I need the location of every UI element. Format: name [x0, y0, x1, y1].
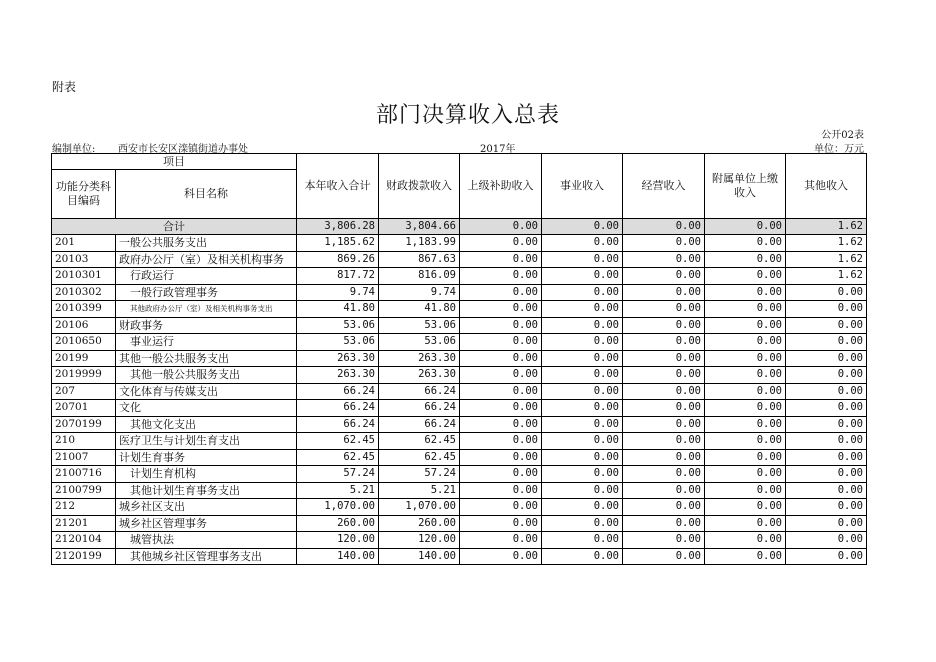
row-value: 0.00 [786, 548, 867, 565]
row-value: 0.00 [460, 482, 542, 499]
row-value: 66.24 [297, 400, 379, 417]
row-code: 207 [52, 383, 116, 400]
header-col-superior-subsidy: 上级补助收入 [460, 154, 542, 219]
row-value: 0.00 [542, 268, 623, 285]
total-cell: 3,806.28 [297, 219, 379, 235]
row-value: 0.00 [786, 350, 867, 367]
row-code: 20103 [52, 251, 116, 268]
row-value: 0.00 [460, 367, 542, 384]
row-value: 0.00 [786, 334, 867, 351]
row-value: 260.00 [297, 515, 379, 532]
row-value: 0.00 [623, 317, 705, 334]
row-value: 0.00 [542, 301, 623, 318]
total-label: 合计 [52, 219, 297, 235]
row-code: 20106 [52, 317, 116, 334]
row-value: 5.21 [379, 482, 460, 499]
income-summary-table [51, 153, 867, 565]
row-code: 212 [52, 499, 116, 516]
row-value: 9.74 [379, 284, 460, 301]
row-value: 66.24 [379, 400, 460, 417]
row-value: 0.00 [623, 235, 705, 252]
header-code: 功能分类科目编码 [52, 170, 116, 219]
row-value: 53.06 [297, 317, 379, 334]
row-value: 0.00 [705, 499, 786, 516]
row-value: 0.00 [542, 433, 623, 450]
reporting-unit-label: 编制单位: [52, 144, 96, 155]
row-value: 66.24 [297, 383, 379, 400]
row-value: 0.00 [460, 416, 542, 433]
row-value: 0.00 [542, 235, 623, 252]
row-value: 66.24 [379, 416, 460, 433]
row-name: 城管执法 [116, 532, 297, 549]
row-value: 0.00 [705, 466, 786, 483]
row-value: 57.24 [297, 466, 379, 483]
row-code: 21201 [52, 515, 116, 532]
row-value: 0.00 [786, 532, 867, 549]
row-value: 53.06 [379, 334, 460, 351]
row-value: 66.24 [297, 416, 379, 433]
total-cell: 3,804.66 [379, 219, 460, 235]
row-value: 816.09 [379, 268, 460, 285]
row-value: 0.00 [623, 515, 705, 532]
header-col-other-income: 其他收入 [786, 154, 867, 219]
row-value: 263.30 [379, 367, 460, 384]
row-value: 0.00 [786, 284, 867, 301]
row-value: 0.00 [705, 482, 786, 499]
row-value: 140.00 [297, 548, 379, 565]
row-name: 政府办公厅（室）及相关机构事务 [116, 251, 297, 268]
row-value: 0.00 [705, 532, 786, 549]
row-value: 0.00 [623, 548, 705, 565]
row-value: 867.63 [379, 251, 460, 268]
row-value: 0.00 [705, 251, 786, 268]
header-name: 科目名称 [116, 170, 297, 219]
row-name: 城乡社区管理事务 [116, 515, 297, 532]
row-value: 0.00 [542, 515, 623, 532]
row-code: 2019999 [52, 367, 116, 384]
row-value: 120.00 [379, 532, 460, 549]
table-row [52, 317, 867, 334]
row-name: 其他计划生育事务支出 [116, 482, 297, 499]
row-value: 0.00 [705, 350, 786, 367]
row-value: 263.30 [379, 350, 460, 367]
row-name: 计划生育事务 [116, 449, 297, 466]
table-row [52, 251, 867, 268]
header-col-total-income: 本年收入合计 [297, 154, 379, 219]
row-value: 1,185.62 [297, 235, 379, 252]
row-value: 0.00 [786, 317, 867, 334]
row-value: 62.45 [379, 449, 460, 466]
row-name: 其他城乡社区管理事务支出 [116, 548, 297, 565]
row-value: 5.21 [297, 482, 379, 499]
table-row [52, 433, 867, 450]
row-value: 62.45 [379, 433, 460, 450]
total-row [52, 219, 867, 235]
total-cell: 0.00 [623, 219, 705, 235]
row-name: 财政事务 [116, 317, 297, 334]
row-value: 0.00 [705, 515, 786, 532]
row-value: 0.00 [460, 383, 542, 400]
row-value: 0.00 [542, 449, 623, 466]
row-value: 0.00 [623, 416, 705, 433]
row-value: 0.00 [460, 268, 542, 285]
row-value: 0.00 [542, 548, 623, 565]
row-code: 2120104 [52, 532, 116, 549]
row-value: 0.00 [786, 515, 867, 532]
row-value: 0.00 [460, 499, 542, 516]
row-value: 0.00 [542, 284, 623, 301]
row-code: 2010399 [52, 301, 116, 318]
row-value: 62.45 [297, 449, 379, 466]
row-value: 0.00 [786, 416, 867, 433]
row-value: 53.06 [297, 334, 379, 351]
row-name: 事业运行 [116, 334, 297, 351]
row-value: 0.00 [623, 367, 705, 384]
row-name: 一般公共服务支出 [116, 235, 297, 252]
row-value: 0.00 [542, 416, 623, 433]
row-value: 0.00 [623, 532, 705, 549]
table-row [52, 548, 867, 565]
table-row [52, 466, 867, 483]
row-code: 2010301 [52, 268, 116, 285]
row-value: 41.80 [379, 301, 460, 318]
row-code: 2120199 [52, 548, 116, 565]
table-row [52, 301, 867, 318]
row-value: 0.00 [460, 449, 542, 466]
row-name: 其他一般公共服务支出 [116, 367, 297, 384]
row-value: 0.00 [705, 235, 786, 252]
row-value: 0.00 [542, 367, 623, 384]
row-value: 1.62 [786, 251, 867, 268]
row-code: 201 [52, 235, 116, 252]
row-name: 文化体育与传媒支出 [116, 383, 297, 400]
total-cell: 0.00 [705, 219, 786, 235]
row-value: 0.00 [542, 334, 623, 351]
row-value: 0.00 [623, 268, 705, 285]
row-code: 20701 [52, 400, 116, 417]
row-value: 0.00 [460, 515, 542, 532]
total-cell: 0.00 [460, 219, 542, 235]
row-value: 0.00 [623, 334, 705, 351]
row-value: 57.24 [379, 466, 460, 483]
row-code: 20199 [52, 350, 116, 367]
row-value: 0.00 [786, 301, 867, 318]
row-value: 0.00 [623, 301, 705, 318]
row-value: 817.72 [297, 268, 379, 285]
row-value: 0.00 [460, 400, 542, 417]
row-value: 0.00 [542, 466, 623, 483]
row-name: 一般行政管理事务 [116, 284, 297, 301]
row-value: 0.00 [460, 301, 542, 318]
header-col-operating-income: 经营收入 [623, 154, 705, 219]
row-name: 行政运行 [116, 268, 297, 285]
row-code: 21007 [52, 449, 116, 466]
header-col-business-income: 事业收入 [542, 154, 623, 219]
row-value: 0.00 [705, 449, 786, 466]
row-value: 120.00 [297, 532, 379, 549]
row-value: 263.30 [297, 350, 379, 367]
row-value: 0.00 [705, 383, 786, 400]
row-value: 869.26 [297, 251, 379, 268]
row-value: 0.00 [542, 482, 623, 499]
row-value: 0.00 [542, 400, 623, 417]
header-item-group: 项目 [52, 154, 297, 170]
row-code: 2010302 [52, 284, 116, 301]
row-value: 0.00 [542, 383, 623, 400]
row-value: 62.45 [297, 433, 379, 450]
header-col-affiliated-remittance: 附属单位上缴收入 [705, 154, 786, 219]
row-code: 2100716 [52, 466, 116, 483]
reporting-unit-name: 西安市长安区滦镇街道办事处 [118, 144, 248, 155]
row-value: 0.00 [705, 334, 786, 351]
table-row [52, 400, 867, 417]
row-value: 0.00 [705, 284, 786, 301]
row-value: 0.00 [623, 383, 705, 400]
form-number: 公开02表 [821, 130, 864, 141]
row-value: 0.00 [542, 499, 623, 516]
row-code: 210 [52, 433, 116, 450]
row-value: 0.00 [460, 284, 542, 301]
row-value: 0.00 [460, 317, 542, 334]
row-value: 0.00 [705, 548, 786, 565]
row-name: 医疗卫生与计划生育支出 [116, 433, 297, 450]
row-value: 41.80 [297, 301, 379, 318]
row-value: 0.00 [623, 251, 705, 268]
row-value: 0.00 [786, 482, 867, 499]
table-row [52, 449, 867, 466]
row-value: 0.00 [705, 301, 786, 318]
amount-unit: 单位：万元 [814, 144, 864, 155]
table-row [52, 268, 867, 285]
row-value: 9.74 [297, 284, 379, 301]
row-value: 53.06 [379, 317, 460, 334]
row-name: 计划生育机构 [116, 466, 297, 483]
row-value: 0.00 [705, 367, 786, 384]
row-value: 0.00 [623, 449, 705, 466]
row-value: 0.00 [460, 334, 542, 351]
total-cell: 1.62 [786, 219, 867, 235]
report-year: 2017年 [480, 144, 516, 155]
row-value: 1.62 [786, 268, 867, 285]
row-value: 0.00 [623, 350, 705, 367]
row-value: 0.00 [623, 466, 705, 483]
row-code: 2070199 [52, 416, 116, 433]
row-value: 0.00 [786, 466, 867, 483]
row-value: 0.00 [786, 449, 867, 466]
row-code: 2100799 [52, 482, 116, 499]
row-value: 0.00 [705, 416, 786, 433]
row-value: 0.00 [786, 499, 867, 516]
row-value: 0.00 [623, 433, 705, 450]
total-cell: 0.00 [542, 219, 623, 235]
table-row [52, 532, 867, 549]
row-value: 0.00 [460, 433, 542, 450]
row-value: 0.00 [705, 317, 786, 334]
row-value: 0.00 [623, 499, 705, 516]
row-value: 140.00 [379, 548, 460, 565]
row-value: 1,070.00 [297, 499, 379, 516]
row-value: 0.00 [705, 268, 786, 285]
row-value: 1,183.99 [379, 235, 460, 252]
annex-label: 附表 [52, 80, 77, 94]
row-value: 0.00 [786, 383, 867, 400]
row-value: 0.00 [623, 482, 705, 499]
row-value: 263.30 [297, 367, 379, 384]
row-name: 城乡社区支出 [116, 499, 297, 516]
row-value: 1,070.00 [379, 499, 460, 516]
row-value: 0.00 [460, 235, 542, 252]
row-value: 260.00 [379, 515, 460, 532]
table-row [52, 515, 867, 532]
row-value: 0.00 [786, 367, 867, 384]
row-value: 0.00 [542, 251, 623, 268]
row-name: 其他一般公共服务支出 [116, 350, 297, 367]
row-value: 0.00 [623, 400, 705, 417]
row-value: 1.62 [786, 235, 867, 252]
table-row [52, 383, 867, 400]
row-code: 2010650 [52, 334, 116, 351]
row-value: 0.00 [705, 433, 786, 450]
row-value: 0.00 [786, 433, 867, 450]
page-title: 部门决算收入总表 [375, 103, 560, 128]
row-value: 0.00 [623, 284, 705, 301]
table-row [52, 367, 867, 384]
table-row [52, 482, 867, 499]
row-value: 0.00 [460, 350, 542, 367]
table-row [52, 350, 867, 367]
table-row [52, 334, 867, 351]
row-name: 其他政府办公厅（室）及相关机构事务支出 [116, 301, 297, 318]
row-value: 66.24 [379, 383, 460, 400]
table-row [52, 284, 867, 301]
table-row [52, 416, 867, 433]
row-value: 0.00 [542, 532, 623, 549]
row-value: 0.00 [460, 548, 542, 565]
row-value: 0.00 [460, 532, 542, 549]
row-name: 其他文化支出 [116, 416, 297, 433]
row-value: 0.00 [542, 317, 623, 334]
header-col-fiscal-appropriation: 财政拨款收入 [379, 154, 460, 219]
row-value: 0.00 [705, 400, 786, 417]
row-name: 文化 [116, 400, 297, 417]
row-value: 0.00 [460, 251, 542, 268]
row-value: 0.00 [786, 400, 867, 417]
table-row [52, 235, 867, 252]
row-value: 0.00 [542, 350, 623, 367]
table-row [52, 499, 867, 516]
row-value: 0.00 [460, 466, 542, 483]
